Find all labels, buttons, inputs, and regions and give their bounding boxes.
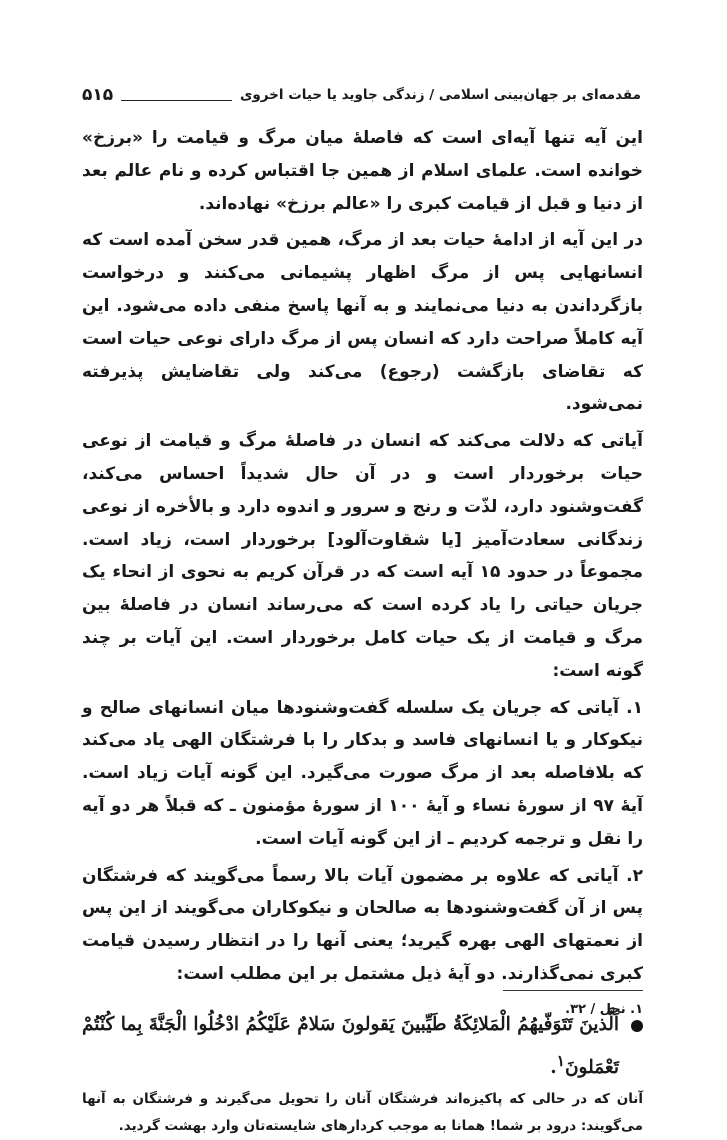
list-item-2-text: آیاتی که علاوه بر مضمون آیات بالا رسماً می‌گویند که فرشتگان پس از آن گفت‌وشنودها به صالحان و نیکوکاران می‌گویند از این پس از نعمتهای الهی بهره گیرید؛ یعنی آنها را در انتظار رسیدن قیامت کبری نمی‌گذارند. دو آیهٔ ذیل مشتمل بر این مطلب است: — [82, 865, 643, 984]
footnote-divider — [503, 990, 643, 991]
verse-arabic: اَلَّذينَ تَتَوَفّيهُمُ الْمَلائِكَةُ طَيِّبينَ يَقولونَ سَلامٌ عَلَيْكُمُ ادْخُلُوا الْجَنَّةَ بِما كُنْتُمْ تَعْمَلونَ — [82, 1013, 619, 1078]
list-item-1-number: ۱. — [626, 697, 644, 718]
header-rule — [121, 100, 232, 101]
footnote: ۱. نحل / ۳۲. — [565, 1002, 643, 1017]
running-header — [82, 82, 641, 108]
bullet-icon — [631, 1020, 643, 1032]
list-item-1 — [82, 692, 643, 856]
footnote-marker: ۱ — [556, 1051, 565, 1070]
quran-verse — [82, 1007, 643, 1086]
list-item-1-text: آیاتی که جریان یک سلسله گفت‌وشنودها میان انسانهای صالح و نیکوکار و یا انسانهای فاسد و بدکار را با فرشتگان الهی یاد می‌کند که بلافاصله بعد از مرگ صورت می‌گیرد. این گونه آیات زیاد است. آیهٔ ۹۷ از سورهٔ نساء و آیهٔ ۱۰۰ از سورهٔ مؤمنون ـ که قبلاً هر دو آیه را نقل و ترجمه کردیم ـ از این گونه آیات است. — [82, 697, 643, 849]
list-item-2 — [82, 860, 643, 991]
page-number: ۵۱۵ — [82, 85, 114, 105]
paragraph-life-after-death: آیاتی که دلالت می‌کند که انسان در فاصلهٔ مرگ و قیامت از نوعی حیات برخوردار است و در آن حال شدیداً احساس می‌کند، گفت‌وشنود دارد، لذّت و رنج و سرور و اندوه دارد و بالأخره از نوعی زندگانی سعادت‌آمیز [یا شقاوت‌آلود] برخوردار است، زیاد است. مجموعاً در حدود ۱۵ آیه است که در قرآن کریم به نحوی از انحاء یک جریان حیاتی را یاد کرده است که می‌رساند انسان در فاصلهٔ بین مرگ و قیامت از یک حیات کامل برخوردار است. این آیات بر چند گونه است: — [82, 431, 643, 681]
body-text — [82, 122, 643, 1140]
verse-translation: آنان که در حالی که پاکیزه‌اند فرشتگان آنان را تحویل می‌گیرند و فرشتگان به آنها می‌گویند: درود بر شما! همانا به موجب کردارهای شایسته‌تان وارد بهشت گردید. — [82, 1090, 643, 1134]
paragraph-regret: در این آیه از ادامهٔ حیات بعد از مرگ، همین قدر سخن آمده است که انسانهایی پس از مرگ اظهار پشیمانی می‌کنند و درخواست بازگرداندن به دنیا می‌نمایند و به آنها پاسخ منفی داده می‌شود. این آیه کاملاً صراحت دارد که انسان پس از مرگ دارای نوعی حیات است که تقاضای بازگشت (رجوع) می‌کند ولی تقاضایش پذیرفته نمی‌شود. — [82, 230, 643, 415]
paragraph-barzakh: این آیه تنها آیه‌ای است که فاصلهٔ میان مرگ و قیامت را «برزخ» خوانده است. علمای اسلام از همین جا اقتباس کرده و نام عالم بعد از دنیا و قبل از قیامت کبری را «عالم برزخ» نهاده‌اند. — [82, 128, 643, 214]
running-header-title: مقدمه‌ای بر جهان‌بینی اسلامی / زندگی جاوید یا حیات اخروی — [239, 87, 641, 103]
verse-text: اَلَّذينَ تَتَوَفّيهُمُ الْمَلائِكَةُ طَيِّبينَ يَقولونَ سَلامٌ عَلَيْكُمُ ادْخُلُوا الْجَنَّةَ بِما كُنْتُمْ تَعْمَلونَ$^۱$. — [82, 1013, 619, 1078]
list-item-2-number: ۲. — [626, 865, 644, 886]
